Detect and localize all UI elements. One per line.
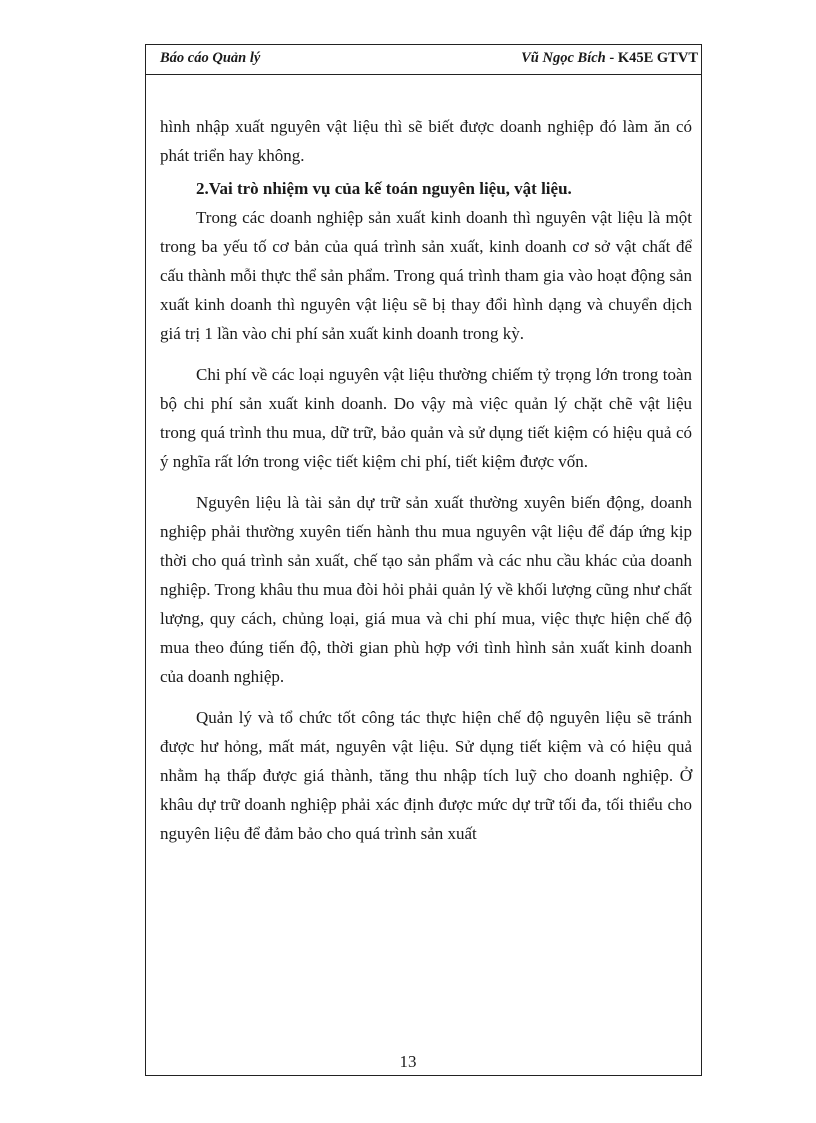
paragraph-material-costs: Chi phí về các loại nguyên vật liệu thường chiếm tỷ trọng lớn trong toàn bộ chi phí sản xuất kinh doanh. Do vậy mà việc quản lý chặt chẽ vật liệu trong quá trình thu mua, dữ trữ, bảo quản và sử dụng tiết kiệm có hiệu quả có ý nghĩa rất lớn trong việc tiết kiệm chi phí, tiết kiệm được vốn. bbox=[160, 365, 692, 471]
paragraph-purchasing: Nguyên liệu là tài sản dự trữ sản xuất thường xuyên biến động, doanh nghiệp phải thường xuyên tiến hành thu mua nguyên vật liệu để đáp ứng kịp thời cho quá trình sản xuất, chế tạo sản phẩm và các nhu cầu khác của doanh nghiệp. Trong khâu thu mua đòi hỏi phải quản lý về khối lượng cũng như chất lượng, quy cách, chủng loại, giá mua và chi phí mua, việc thực hiện chế độ mua theo đúng tiến độ, thời gian phù hợp với tình hình sản xuất kinh doanh của doanh nghiệp. bbox=[160, 493, 692, 686]
header-divider bbox=[145, 74, 702, 75]
page-header bbox=[160, 48, 698, 72]
paragraph-continuation: hình nhập xuất nguyên vật liệu thì sẽ biết được doanh nghiệp đó làm ăn có phát triển hay không. bbox=[160, 117, 692, 165]
header-separator: - bbox=[605, 50, 618, 66]
section-heading: 2.Vai trò nhiệm vụ của kế toán nguyên liệu, vật liệu. bbox=[196, 179, 572, 198]
header-author-name: Vũ Ngọc Bích bbox=[521, 50, 606, 66]
page-number: 13 bbox=[399, 1052, 417, 1071]
page-body bbox=[160, 112, 692, 848]
paragraph-role-of-materials: Trong các doanh nghiệp sản xuất kinh doanh thì nguyên vật liệu là một trong ba yếu tố cơ bản của quá trình sản xuất, kinh doanh cơ sở vật chất để cấu thành mỗi thực thể sản phẩm. Trong quá trình tham gia vào hoạt động sản xuất kinh doanh thì nguyên vật liệu sẽ bị thay đổi hình dạng và chuyển dịch giá trị 1 lần vào chi phí sản xuất kinh doanh trong kỳ. bbox=[160, 208, 692, 343]
header-author-class: K45E GTVT bbox=[617, 50, 698, 66]
header-report-title: Báo cáo Quản lý bbox=[160, 50, 261, 66]
paragraph-management: Quản lý và tổ chức tốt công tác thực hiện chế độ nguyên liệu sẽ tránh được hư hỏng, mất mát, nguyên vật liệu. Sử dụng tiết kiệm và có hiệu quả nhằm hạ thấp được giá thành, tăng thu nhập tích luỹ cho doanh nghiệp. Ở khâu dự trữ doanh nghiệp phải xác định được mức dự trữ tối đa, tối thiểu cho nguyên liệu để đảm bảo cho quá trình sản xuất bbox=[160, 708, 692, 843]
header-author bbox=[521, 50, 698, 67]
